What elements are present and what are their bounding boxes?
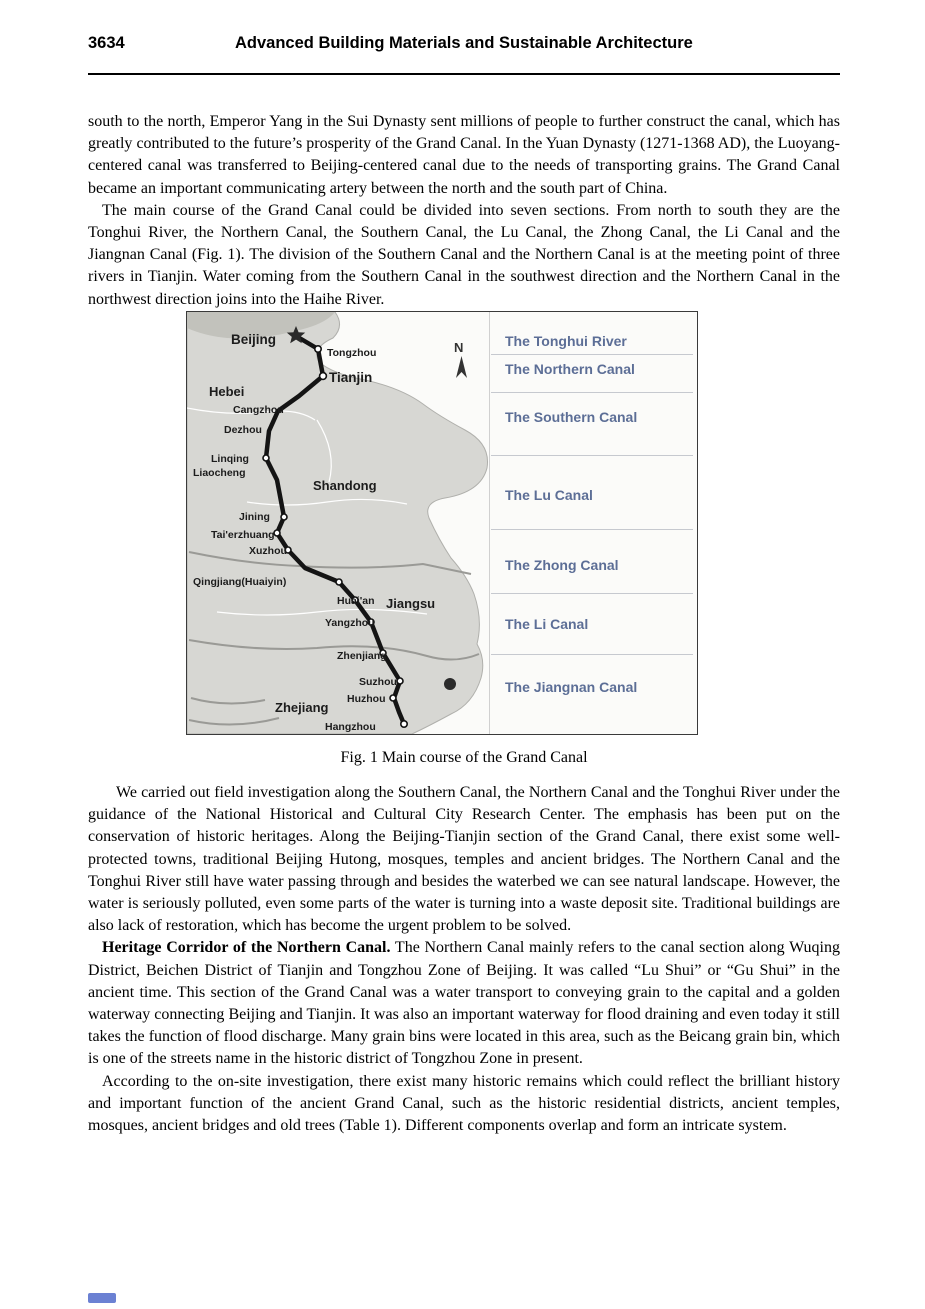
legend-lu-canal: The Lu Canal [505,486,593,503]
map-label-xuzhou: Xuzhou [249,544,287,557]
map-label-huzhou: Huzhou [347,692,386,705]
paragraph-1: south to the north, Emperor Yang in the Sui Dynasty sent millions of people to further construct the canal, which has greatly contributed to the future’s prosperity of the Grand Canal. In the Yuan Dynasty (1271-1368 AD), the Luoyang-centered canal was transferred to Beijing-centered canal due to the needs of transporting grains. The Grand Canal became an important communicating artery between the north and the south part of China. [88,113,840,197]
paragraph-4 [88,937,840,1070]
map-label-zhenjiang: Zhenjiang [337,649,387,662]
figure-caption: Fig. 1 Main course of the Grand Canal [340,748,588,766]
page-number: 3634 [88,34,125,52]
legend-section-line [491,654,693,655]
article-body [88,111,840,1137]
running-title: Advanced Building Materials and Sustainable Architecture [235,34,693,52]
map-label-zhejiang: Zhejiang [275,699,329,715]
paragraph-4-text: The Northern Canal mainly refers to the canal section along Wuqing District, Beichen District of Tianjin and Tongzhou Zone of Beijing. It was called “Lu Shui” or “Gu Shui” in the ancient time. This section of the Grand Canal was a water transport to conveying grain to the capital and a golden waterway connecting Beijing and Tianjin. It was also an important waterway for flood draining and even today it still takes the function of flood discharge. Many grain bins were located in this area, such as the Beicang grain bin, which is one of the streets name in the historic district of Tongzhou Zone in present. [88,939,840,1068]
legend-tonghui-river: The Tonghui River [505,332,627,349]
map-label-dezhou: Dezhou [224,423,262,436]
map-label-suzhou: Suzhou [359,675,397,688]
marker-tongzhou [315,346,321,352]
map-label-taierzhuang: Tai'erzhuang [211,528,275,541]
map-label-hangzhou: Hangzhou [325,720,376,733]
marker-linqing [263,455,269,461]
footer-mark [88,1293,116,1303]
map-label-shandong: Shandong [313,477,377,493]
legend-zhong-canal: The Zhong Canal [505,556,619,573]
paragraph-4-lead: Heritage Corridor of the Northern Canal. [102,939,391,957]
legend-southern-canal: The Southern Canal [505,408,638,425]
compass-n-label: N [454,339,464,355]
legend-section-line [491,354,693,355]
map-label-tongzhou: Tongzhou [327,346,377,359]
marker-tianjin [320,372,327,379]
marker-huzhou [390,695,396,701]
coastal-city-dot [444,678,456,690]
header-rule [88,73,840,75]
map-label-tianjin: Tianjin [329,369,373,385]
map-label-liaocheng: Liaocheng [193,466,246,479]
marker-taierzhuang [274,530,280,536]
legend-northern-canal: The Northern Canal [505,360,635,377]
legend-li-canal: The Li Canal [505,615,589,632]
marker-jining [281,514,287,520]
paragraph-2: The main course of the Grand Canal could be divided into seven sections. From north to south they are the Tonghui River, the Northern Canal, the Southern Canal, the Lu Canal, the Zhong Canal, the Li Canal and the Jiangnan Canal (Fig. 1). The division of the Southern Canal and the Northern Canal is at the meeting point of three rivers in Tianjin. Water coming from the Southern Canal in the southwest direction and the Northern Canal in the northwest direction joins into the Haihe River. [88,201,840,308]
marker-hangzhou [401,721,407,727]
paragraph-3: We carried out field investigation along the Southern Canal, the Northern Canal and the Tonghui River under the guidance of the National Historical and Cultural City Research Center. The emphasis has been put on the conservation of historic heritages. Along the Beijing-Tianjin section of the Grand Canal, there exist some well-protected towns, traditional Beijing Hutong, mosques, temples and ancient bridges. The Northern Canal and the Tonghui River still have water passing through and besides the waterbed we can see natural landscape. However, the water is seriously polluted, even some parts of the water is turning into a waste deposit site. Traditional buildings are also lack of restoration, which has become the urgent problem to be solved. [88,784,840,935]
map-label-hebei: Hebei [209,383,245,399]
legend-divider-vertical [489,312,490,734]
map-label-jining: Jining [239,510,270,523]
figure-1 [88,311,840,769]
map-label-yangzhou: Yangzhou [325,616,375,629]
legend-jiangnan-canal: The Jiangnan Canal [505,678,638,695]
map-label-linqing: Linqing [211,452,249,465]
marker-suzhou [397,678,403,684]
map-label-qingjiang: Qingjiang(Huaiyin) [193,575,287,588]
paragraph-5: According to the on-site investigation, there exist many historic remains which could reflect the brilliant history and important function of the ancient Grand Canal, such as the historic residential districts, ancient temples, mosques, ancient bridges and old trees (Table 1). Different components overlap and form an intricate system. [88,1072,840,1135]
marker-qingjiang [336,579,342,585]
map-label-cangzhou: Cangzhou [233,403,284,416]
legend-section-line [491,455,693,456]
map-label-jiangsu: Jiangsu [386,595,436,611]
map-figure [186,311,698,735]
map-label-beijing: Beijing [231,331,277,347]
legend-section-line [491,593,693,594]
legend-section-line [491,392,693,393]
map-label-huaian: Huai'an [337,594,375,607]
legend-section-line [491,529,693,530]
